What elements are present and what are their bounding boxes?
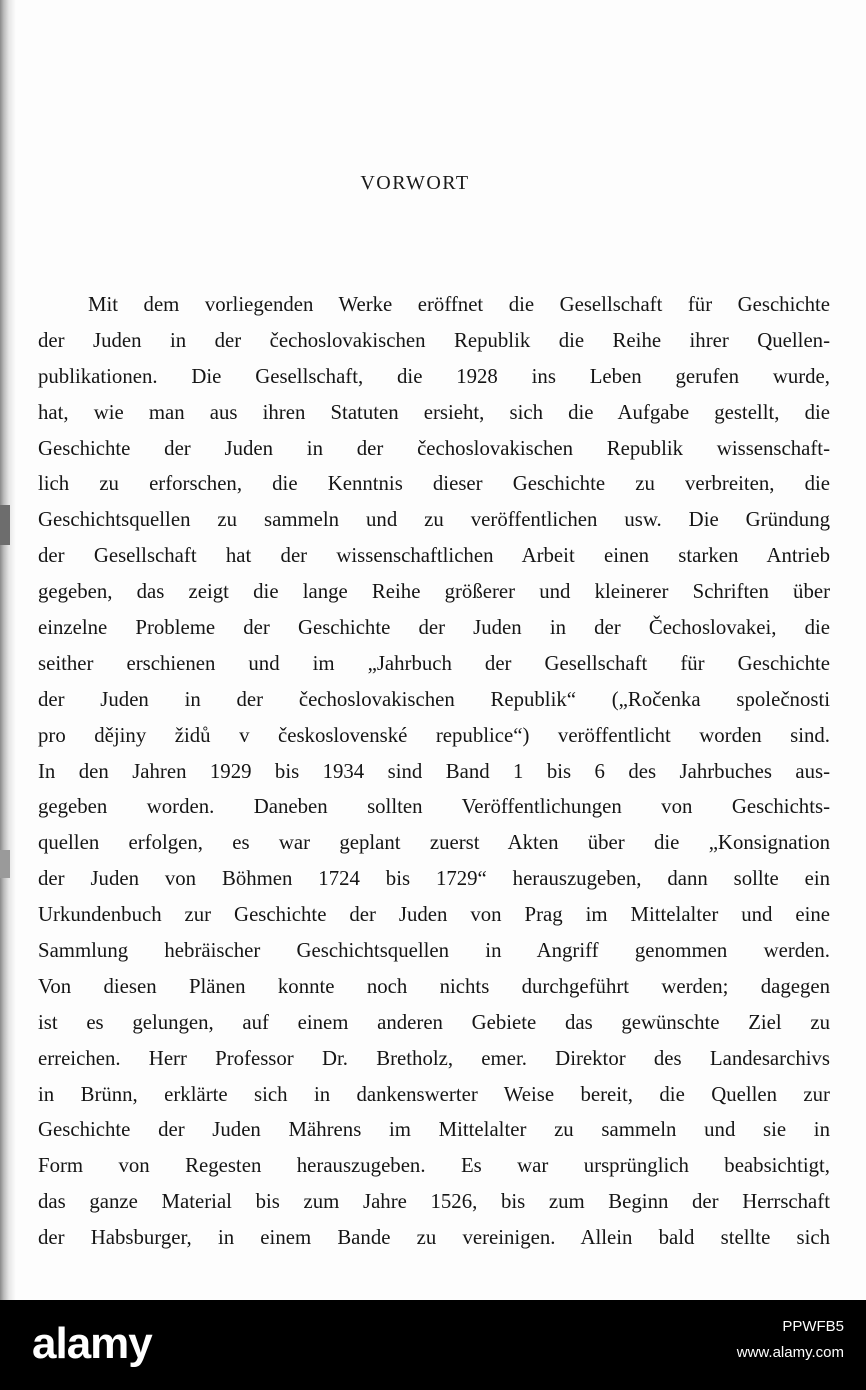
text-line: einzelne Probleme der Geschichte der Juden in der Čechoslovakei, die bbox=[38, 616, 830, 640]
watermark-bar bbox=[0, 1300, 866, 1390]
text-line: publikationen. Die Gesellschaft, die 1928 ins Leben gerufen wurde, bbox=[38, 364, 830, 388]
text-line: Geschichtsquellen zu sammeln und zu veröffentlichen usw. Die Gründung bbox=[38, 508, 830, 532]
page-heading: VORWORT bbox=[360, 172, 470, 194]
text-line: gegeben worden. Daneben sollten Veröffentlichungen von Geschichts- bbox=[38, 795, 830, 819]
scan-artifact bbox=[0, 850, 10, 878]
text-line: ist es gelungen, auf einem anderen Gebiete das gewünschte Ziel zu bbox=[38, 1010, 830, 1034]
text-line: Urkundenbuch zur Geschichte der Juden von Prag im Mittelalter und eine bbox=[38, 903, 830, 927]
text-line: Form von Regesten herauszugeben. Es war ursprünglich beabsichtigt, bbox=[38, 1154, 830, 1178]
text-line: Sammlung hebräischer Geschichtsquellen in Angriff genommen werden. bbox=[38, 939, 830, 963]
text-line: erreichen. Herr Professor Dr. Bretholz, emer. Direktor des Landesarchivs bbox=[38, 1046, 830, 1070]
text-line: der Juden von Böhmen 1724 bis 1729“ herauszugeben, dann sollte ein bbox=[38, 867, 830, 891]
text-line: der Gesellschaft hat der wissenschaftlichen Arbeit einen starken Antrieb bbox=[38, 544, 830, 568]
text-line: seither erschienen und im „Jahrbuch der Gesellschaft für Geschichte bbox=[38, 651, 830, 675]
image-id: PPWFB5 bbox=[782, 1318, 844, 1335]
page-edge-shadow bbox=[0, 0, 16, 1300]
text-line: der Habsburger, in einem Bande zu vereinigen. Allein bald stellte sich bbox=[38, 1226, 830, 1250]
text-line: pro dějiny židů v československé republice“) veröffentlicht worden sind. bbox=[38, 723, 830, 747]
text-line: lich zu erforschen, die Kenntnis dieser Geschichte zu verbreiten, die bbox=[38, 472, 830, 496]
text-line: gegeben, das zeigt die lange Reihe größerer und kleinerer Schriften über bbox=[38, 580, 830, 604]
alamy-logo: alamy bbox=[32, 1319, 152, 1368]
text-line: Mit dem vorliegenden Werke eröffnet die Gesellschaft für Geschichte bbox=[88, 293, 830, 316]
text-line: Von diesen Plänen konnte noch nichts durchgeführt werden; dagegen bbox=[38, 974, 830, 998]
watermark-url: www.alamy.com bbox=[736, 1344, 844, 1361]
body-paragraph bbox=[38, 287, 830, 1256]
text-line: hat, wie man aus ihren Statuten ersieht, sich die Aufgabe gestellt, die bbox=[38, 400, 830, 424]
text-line: quellen erfolgen, es war geplant zuerst Akten über die „Konsignation bbox=[38, 831, 830, 855]
text-line: Geschichte der Juden in der čechoslovakischen Republik wissenschaft- bbox=[38, 436, 830, 460]
text-line: in Brünn, erklärte sich in dankenswerter Weise bereit, die Quellen zur bbox=[38, 1082, 830, 1106]
text-line: der Juden in der čechoslovakischen Republik“ („Ročenka společnosti bbox=[38, 687, 830, 711]
text-line: In den Jahren 1929 bis 1934 sind Band 1 bis 6 des Jahrbuches aus- bbox=[38, 759, 830, 783]
scan-artifact bbox=[0, 505, 10, 545]
text-line: das ganze Material bis zum Jahre 1526, bis zum Beginn der Herrschaft bbox=[38, 1190, 830, 1214]
text-line: Geschichte der Juden Mährens im Mittelalter zu sammeln und sie in bbox=[38, 1118, 830, 1142]
text-line: der Juden in der čechoslovakischen Republik die Reihe ihrer Quellen- bbox=[38, 328, 830, 352]
